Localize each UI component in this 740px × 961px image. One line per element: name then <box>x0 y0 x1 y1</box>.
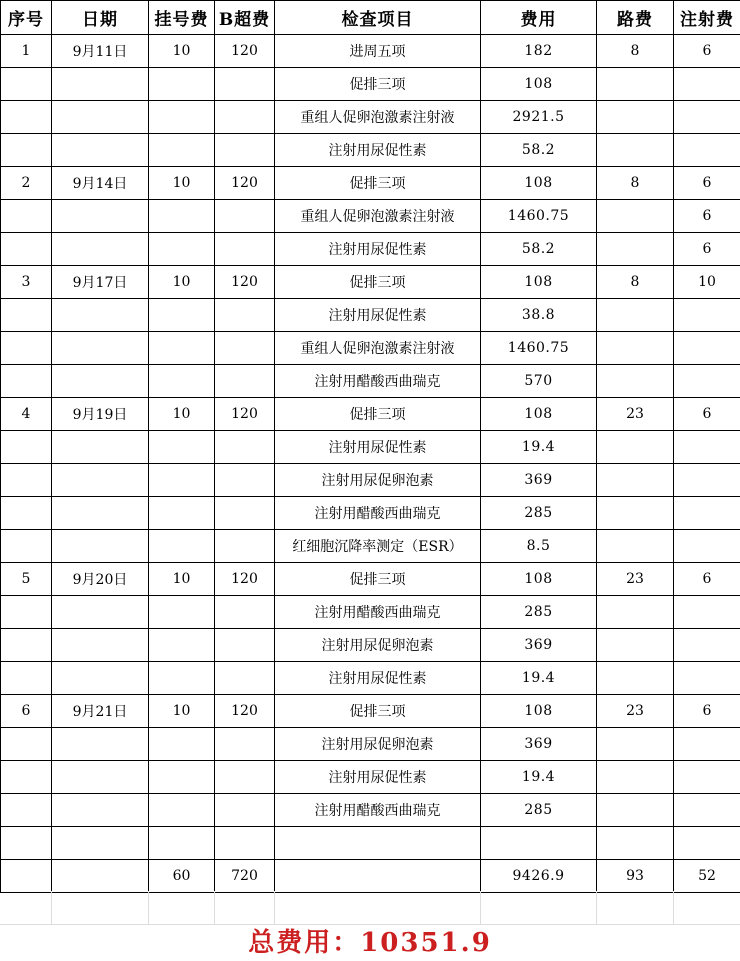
cell-cost: 108 <box>481 167 597 200</box>
cell-cost: 58.2 <box>481 233 597 266</box>
cell-ultrasound-fee: 120 <box>215 563 275 596</box>
cell-date <box>52 596 149 629</box>
cell-date: 9月14日 <box>52 167 149 200</box>
header-index: 序号 <box>1 1 52 35</box>
cell-ultrasound-fee <box>215 68 275 101</box>
cell-cost: 369 <box>481 728 597 761</box>
cell-index <box>1 464 52 497</box>
cell-date <box>52 827 149 860</box>
cell-travel-fee <box>597 530 674 563</box>
cell-registration-fee <box>149 629 215 662</box>
cell-date <box>52 662 149 695</box>
cell-ultrasound-fee <box>215 332 275 365</box>
cell-registration-fee <box>149 299 215 332</box>
cell-exam-item: 注射用尿促性素 <box>275 134 481 167</box>
cell-exam-item: 红细胞沉降率测定（ESR） <box>275 530 481 563</box>
cell-exam-item: 促排三项 <box>275 167 481 200</box>
cell-travel-fee <box>597 134 674 167</box>
cell-travel-fee: 23 <box>597 398 674 431</box>
cell-exam-item: 注射用尿促卵泡素 <box>275 464 481 497</box>
cell-index <box>1 596 52 629</box>
cell-exam-item: 注射用尿促性素 <box>275 761 481 794</box>
cell-ultrasound-fee <box>215 200 275 233</box>
cell-ultrasound-fee <box>215 629 275 662</box>
cell-exam-item: 促排三项 <box>275 68 481 101</box>
table-row <box>1 332 740 365</box>
cell-ultrasound-fee <box>215 299 275 332</box>
cell-injection-fee <box>674 299 740 332</box>
cell-cost: 182 <box>481 35 597 68</box>
cell-registration-fee <box>149 200 215 233</box>
cell-cost: 58.2 <box>481 134 597 167</box>
cell-date <box>52 299 149 332</box>
cell-ultrasound-fee <box>215 497 275 530</box>
cell-registration-fee <box>149 134 215 167</box>
cell-injection-fee <box>674 629 740 662</box>
cell-ultrasound-fee: 120 <box>215 695 275 728</box>
cell-travel-fee <box>597 794 674 827</box>
cell-injection-fee: 52 <box>674 860 740 893</box>
cell-ultrasound-fee <box>215 761 275 794</box>
cell-exam-item: 进周五项 <box>275 35 481 68</box>
cell-travel-fee <box>597 68 674 101</box>
table-row <box>1 761 740 794</box>
cell-registration-fee <box>149 761 215 794</box>
cell-cost: 9426.9 <box>481 860 597 893</box>
cell-injection-fee <box>674 827 740 860</box>
cell-index: 5 <box>1 563 52 596</box>
cell-date <box>52 728 149 761</box>
cell-date <box>52 530 149 563</box>
cell-exam-item: 注射用尿促性素 <box>275 299 481 332</box>
cell-ultrasound-fee <box>215 101 275 134</box>
cell-index: 4 <box>1 398 52 431</box>
cell-injection-fee <box>674 365 740 398</box>
cell-cost: 19.4 <box>481 761 597 794</box>
cell-ultrasound-fee <box>215 233 275 266</box>
cell-exam-item: 注射用尿促性素 <box>275 662 481 695</box>
cell-injection-fee <box>674 761 740 794</box>
cell-injection-fee: 10 <box>674 266 740 299</box>
cell-ultrasound-fee <box>215 596 275 629</box>
cell-travel-fee: 8 <box>597 35 674 68</box>
cell-travel-fee: 8 <box>597 167 674 200</box>
cell-date: 9月20日 <box>52 563 149 596</box>
cell-registration-fee <box>149 728 215 761</box>
cell-index <box>1 728 52 761</box>
table-row <box>1 662 740 695</box>
cell-travel-fee: 93 <box>597 860 674 893</box>
cell-cost: 1460.75 <box>481 332 597 365</box>
cell-index: 1 <box>1 35 52 68</box>
cell-registration-fee <box>149 332 215 365</box>
cell-registration-fee <box>149 233 215 266</box>
cell-registration-fee <box>149 530 215 563</box>
cell-index <box>1 233 52 266</box>
cell-date: 9月17日 <box>52 266 149 299</box>
cell-exam-item: 注射用尿促卵泡素 <box>275 728 481 761</box>
header-injection-fee: 注射费 <box>674 1 740 35</box>
cell-cost: 108 <box>481 695 597 728</box>
cell-index <box>1 101 52 134</box>
cell-exam-item: 促排三项 <box>275 398 481 431</box>
subtotal-row <box>1 860 740 893</box>
cell-date: 9月11日 <box>52 35 149 68</box>
cell-index <box>1 134 52 167</box>
cell-cost: 108 <box>481 266 597 299</box>
cell-cost: 2921.5 <box>481 101 597 134</box>
cell-ultrasound-fee <box>215 431 275 464</box>
cell-exam-item: 注射用尿促性素 <box>275 431 481 464</box>
cell-index <box>1 530 52 563</box>
cell-registration-fee: 10 <box>149 167 215 200</box>
table-row <box>1 629 740 662</box>
cell-date: 9月19日 <box>52 398 149 431</box>
cell-travel-fee <box>597 728 674 761</box>
cell-date: 9月21日 <box>52 695 149 728</box>
cell-travel-fee <box>597 464 674 497</box>
total-bar <box>0 924 740 959</box>
table-row <box>1 101 740 134</box>
cell-index: 3 <box>1 266 52 299</box>
cell-index <box>1 200 52 233</box>
cell-cost: 1460.75 <box>481 200 597 233</box>
cell-travel-fee: 23 <box>597 695 674 728</box>
cell-ultrasound-fee: 120 <box>215 398 275 431</box>
cell-travel-fee <box>597 662 674 695</box>
cell-index <box>1 431 52 464</box>
table-body <box>1 35 740 893</box>
cell-registration-fee <box>149 827 215 860</box>
cell-travel-fee <box>597 827 674 860</box>
cell-index <box>1 761 52 794</box>
cell-cost: 369 <box>481 464 597 497</box>
cell-cost: 108 <box>481 563 597 596</box>
cell-index <box>1 629 52 662</box>
cell-travel-fee <box>597 596 674 629</box>
cell-injection-fee: 6 <box>674 398 740 431</box>
table-row <box>1 35 740 68</box>
cell-registration-fee <box>149 68 215 101</box>
cell-injection-fee: 6 <box>674 695 740 728</box>
cell-exam-item: 注射用醋酸西曲瑞克 <box>275 596 481 629</box>
cell-injection-fee: 6 <box>674 167 740 200</box>
cell-registration-fee: 10 <box>149 35 215 68</box>
cell-injection-fee <box>674 101 740 134</box>
cell-travel-fee <box>597 299 674 332</box>
cell-exam-item: 重组人促卵泡激素注射液 <box>275 332 481 365</box>
cell-cost: 285 <box>481 497 597 530</box>
cell-cost: 8.5 <box>481 530 597 563</box>
cell-exam-item: 促排三项 <box>275 695 481 728</box>
cell-injection-fee <box>674 794 740 827</box>
table-row <box>1 167 740 200</box>
cell-registration-fee: 10 <box>149 563 215 596</box>
cell-exam-item: 注射用醋酸西曲瑞克 <box>275 497 481 530</box>
cell-travel-fee: 8 <box>597 266 674 299</box>
table-row <box>1 695 740 728</box>
cell-cost: 108 <box>481 68 597 101</box>
cell-registration-fee <box>149 794 215 827</box>
cell-travel-fee <box>597 431 674 464</box>
cell-exam-item: 促排三项 <box>275 266 481 299</box>
cell-date <box>52 497 149 530</box>
cell-date <box>52 101 149 134</box>
cell-ultrasound-fee <box>215 134 275 167</box>
cell-travel-fee: 23 <box>597 563 674 596</box>
table-row <box>1 398 740 431</box>
cell-registration-fee: 10 <box>149 695 215 728</box>
cell-injection-fee <box>674 134 740 167</box>
cell-exam-item <box>275 860 481 893</box>
cell-date <box>52 860 149 893</box>
table-row <box>1 68 740 101</box>
cell-index <box>1 365 52 398</box>
table-row <box>1 827 740 860</box>
cell-date <box>52 464 149 497</box>
table-row <box>1 365 740 398</box>
cell-registration-fee <box>149 431 215 464</box>
cell-index: 2 <box>1 167 52 200</box>
cell-cost: 285 <box>481 596 597 629</box>
cell-registration-fee: 60 <box>149 860 215 893</box>
cell-date <box>52 233 149 266</box>
header-ultrasound-fee: B超费 <box>215 1 275 35</box>
cell-exam-item: 注射用尿促性素 <box>275 233 481 266</box>
cell-index <box>1 860 52 893</box>
cell-date <box>52 431 149 464</box>
header-date: 日期 <box>52 1 149 35</box>
cell-date <box>52 761 149 794</box>
cell-ultrasound-fee <box>215 728 275 761</box>
cell-injection-fee <box>674 728 740 761</box>
table-row <box>1 233 740 266</box>
cell-injection-fee <box>674 464 740 497</box>
cell-index <box>1 332 52 365</box>
cell-ultrasound-fee <box>215 662 275 695</box>
table-row <box>1 563 740 596</box>
cell-index <box>1 497 52 530</box>
cell-date <box>52 200 149 233</box>
cell-cost: 19.4 <box>481 662 597 695</box>
cell-cost: 108 <box>481 398 597 431</box>
header-registration-fee: 挂号费 <box>149 1 215 35</box>
cell-ultrasound-fee: 720 <box>215 860 275 893</box>
cell-exam-item: 促排三项 <box>275 563 481 596</box>
cell-index <box>1 68 52 101</box>
cell-injection-fee <box>674 530 740 563</box>
cell-travel-fee <box>597 233 674 266</box>
cell-travel-fee <box>597 497 674 530</box>
cell-ultrasound-fee: 120 <box>215 35 275 68</box>
cell-registration-fee: 10 <box>149 398 215 431</box>
cell-index <box>1 299 52 332</box>
cell-date <box>52 68 149 101</box>
cell-registration-fee <box>149 662 215 695</box>
header-exam-item: 检查项目 <box>275 1 481 35</box>
cell-index: 6 <box>1 695 52 728</box>
cell-cost: 285 <box>481 794 597 827</box>
table-row <box>1 794 740 827</box>
cell-cost: 19.4 <box>481 431 597 464</box>
cell-injection-fee <box>674 68 740 101</box>
cell-cost: 369 <box>481 629 597 662</box>
cell-injection-fee <box>674 497 740 530</box>
table-row <box>1 464 740 497</box>
table-row <box>1 530 740 563</box>
table-row <box>1 497 740 530</box>
header-row <box>1 1 740 35</box>
cell-exam-item: 注射用醋酸西曲瑞克 <box>275 365 481 398</box>
cell-injection-fee: 6 <box>674 233 740 266</box>
cell-exam-item: 重组人促卵泡激素注射液 <box>275 200 481 233</box>
cell-date <box>52 629 149 662</box>
cell-injection-fee: 6 <box>674 563 740 596</box>
cell-injection-fee: 6 <box>674 200 740 233</box>
cell-registration-fee: 10 <box>149 266 215 299</box>
cell-registration-fee <box>149 497 215 530</box>
cell-ultrasound-fee: 120 <box>215 167 275 200</box>
table-row <box>1 134 740 167</box>
cell-registration-fee <box>149 464 215 497</box>
cell-injection-fee <box>674 596 740 629</box>
cell-ultrasound-fee <box>215 827 275 860</box>
cell-date <box>52 134 149 167</box>
cell-exam-item <box>275 827 481 860</box>
cell-ultrasound-fee <box>215 794 275 827</box>
cell-exam-item: 重组人促卵泡激素注射液 <box>275 101 481 134</box>
header-travel-fee: 路费 <box>597 1 674 35</box>
cell-travel-fee <box>597 332 674 365</box>
cell-ultrasound-fee <box>215 530 275 563</box>
cell-exam-item: 注射用醋酸西曲瑞克 <box>275 794 481 827</box>
cell-ultrasound-fee: 120 <box>215 266 275 299</box>
cell-index <box>1 662 52 695</box>
cell-date <box>52 332 149 365</box>
table-row <box>1 596 740 629</box>
cell-injection-fee <box>674 332 740 365</box>
table-row <box>1 431 740 464</box>
total-cost-label: 总费用：10351.9 <box>0 925 740 961</box>
cell-injection-fee: 6 <box>674 35 740 68</box>
header-cost: 费用 <box>481 1 597 35</box>
cell-injection-fee <box>674 431 740 464</box>
cell-cost: 38.8 <box>481 299 597 332</box>
cell-date <box>52 794 149 827</box>
cell-index <box>1 794 52 827</box>
cell-registration-fee <box>149 596 215 629</box>
cell-travel-fee <box>597 365 674 398</box>
table-row <box>1 266 740 299</box>
cell-registration-fee <box>149 101 215 134</box>
cell-index <box>1 827 52 860</box>
cell-exam-item: 注射用尿促卵泡素 <box>275 629 481 662</box>
cell-cost: 570 <box>481 365 597 398</box>
cell-registration-fee <box>149 365 215 398</box>
table-row <box>1 299 740 332</box>
table-row <box>1 200 740 233</box>
cell-date <box>52 365 149 398</box>
cell-injection-fee <box>674 662 740 695</box>
cell-travel-fee <box>597 629 674 662</box>
cell-travel-fee <box>597 101 674 134</box>
cell-travel-fee <box>597 761 674 794</box>
cell-cost <box>481 827 597 860</box>
blank-spacer-row <box>0 891 740 924</box>
table-row <box>1 728 740 761</box>
cell-travel-fee <box>597 200 674 233</box>
cell-ultrasound-fee <box>215 464 275 497</box>
cell-ultrasound-fee <box>215 365 275 398</box>
